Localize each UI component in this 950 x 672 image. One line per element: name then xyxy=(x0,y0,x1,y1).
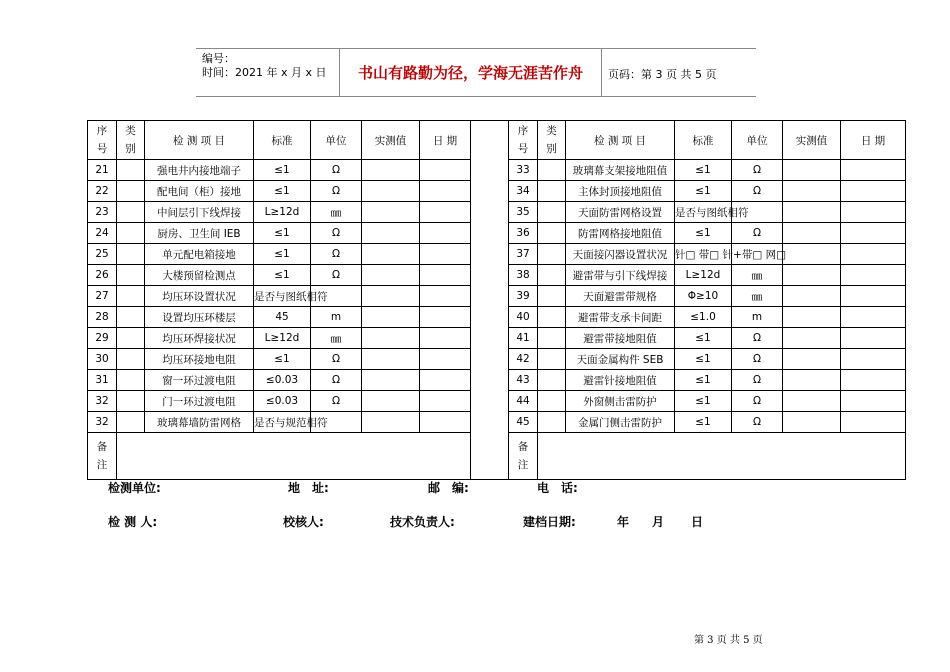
left-category-cell xyxy=(117,370,145,391)
right-measured-cell[interactable] xyxy=(783,391,841,412)
left-date-cell[interactable] xyxy=(420,349,471,370)
left-category-cell xyxy=(117,412,145,433)
left-item-cell: 大楼预留检测点 xyxy=(145,265,254,286)
right-measured-cell[interactable] xyxy=(783,349,841,370)
left-seq-cell: 27 xyxy=(88,286,117,307)
header-page-label: 页码：第 3 页 共 5 页 xyxy=(608,68,717,81)
left-date-cell[interactable] xyxy=(420,181,471,202)
left-measured-cell[interactable] xyxy=(362,265,420,286)
left-item-cell: 设置均压环楼层 xyxy=(145,307,254,328)
right-category-cell xyxy=(538,349,566,370)
right-item-cell: 避雷针接地阻值 xyxy=(566,370,675,391)
left-unit-cell: Ω xyxy=(311,265,362,286)
right-category-cell xyxy=(538,391,566,412)
right-measured-cell[interactable] xyxy=(783,202,841,223)
left-standard-cell: ≤1 xyxy=(254,181,311,202)
right-date-cell[interactable] xyxy=(841,265,906,286)
right-item-cell: 避雷带支承卡间距 xyxy=(566,307,675,328)
left-unit-cell: Ω xyxy=(311,349,362,370)
right-standard-cell: L≥12d xyxy=(675,265,732,286)
left-unit-cell: Ω xyxy=(311,244,362,265)
left-item-cell: 配电间（柜）接地 xyxy=(145,181,254,202)
right-measured-cell[interactable] xyxy=(783,286,841,307)
left-unit-cell: Ω xyxy=(311,181,362,202)
left-seq-cell: 23 xyxy=(88,202,117,223)
left-date-cell[interactable] xyxy=(420,328,471,349)
remark-label-right xyxy=(509,433,538,480)
left-seq-cell: 24 xyxy=(88,223,117,244)
col-header-standard-right: 标准 xyxy=(675,121,732,160)
right-category-cell xyxy=(538,307,566,328)
right-seq-cell: 40 xyxy=(509,307,538,328)
right-date-cell[interactable] xyxy=(841,328,906,349)
right-unit-cell: Ω xyxy=(732,391,783,412)
left-seq-cell: 22 xyxy=(88,181,117,202)
right-date-cell[interactable] xyxy=(841,223,906,244)
left-date-cell[interactable] xyxy=(420,412,471,433)
right-unit-cell: Ω xyxy=(732,370,783,391)
sig-checker: 校核人: xyxy=(283,515,324,529)
right-date-cell[interactable] xyxy=(841,307,906,328)
right-standard-cell: ≤1 xyxy=(675,370,732,391)
right-category-cell xyxy=(538,160,566,181)
col-header-seq-right xyxy=(509,121,538,160)
left-measured-cell[interactable] xyxy=(362,307,420,328)
left-item-cell: 玻璃幕墙防雷网格 xyxy=(145,412,254,433)
left-standard-cell: 是否与图纸相符 xyxy=(254,286,311,307)
left-item-cell: 均压环焊接状况 xyxy=(145,328,254,349)
remark-field-right[interactable] xyxy=(538,433,906,480)
col-header-seq xyxy=(88,121,117,160)
right-measured-cell[interactable] xyxy=(783,328,841,349)
left-standard-cell: ≤1 xyxy=(254,349,311,370)
right-seq-cell: 39 xyxy=(509,286,538,307)
remark-label xyxy=(88,433,117,480)
right-standard-cell: ≤1.0 xyxy=(675,307,732,328)
document-time-label: 时间：2021 年 x 月 x 日 xyxy=(202,66,327,79)
left-date-cell[interactable] xyxy=(420,223,471,244)
left-seq-cell: 26 xyxy=(88,265,117,286)
left-standard-cell: L≥12d xyxy=(254,328,311,349)
left-date-cell[interactable] xyxy=(420,391,471,412)
header-motto: 书山有路勤为径，学海无涯苦作舟 xyxy=(339,49,602,96)
right-seq-cell: 34 xyxy=(509,181,538,202)
left-unit-cell: Ω xyxy=(311,370,362,391)
right-measured-cell[interactable] xyxy=(783,412,841,433)
right-item-cell: 天面避雷带规格 xyxy=(566,286,675,307)
right-unit-cell: m xyxy=(732,307,783,328)
left-category-cell xyxy=(117,223,145,244)
right-date-cell[interactable] xyxy=(841,181,906,202)
right-unit-cell: Ω xyxy=(732,412,783,433)
left-standard-cell: 45 xyxy=(254,307,311,328)
right-measured-cell[interactable] xyxy=(783,223,841,244)
col-header-category-right xyxy=(538,121,566,160)
left-standard-cell: ≤1 xyxy=(254,160,311,181)
sig-month: 月 xyxy=(652,515,665,529)
right-standard-cell: ≤1 xyxy=(675,223,732,244)
right-seq-cell: 37 xyxy=(509,244,538,265)
col-header-item-right: 检 测 项 目 xyxy=(566,121,675,160)
right-measured-cell[interactable] xyxy=(783,370,841,391)
left-date-cell[interactable] xyxy=(420,286,471,307)
left-measured-cell[interactable] xyxy=(362,286,420,307)
left-date-cell[interactable] xyxy=(420,265,471,286)
right-item-cell: 防雷网格接地阻值 xyxy=(566,223,675,244)
right-seq-cell: 43 xyxy=(509,370,538,391)
right-category-cell xyxy=(538,412,566,433)
col-header-unit-right: 单位 xyxy=(732,121,783,160)
left-unit-cell: ㎜ xyxy=(311,202,362,223)
left-measured-cell[interactable] xyxy=(362,181,420,202)
right-category-cell xyxy=(538,181,566,202)
sig-postcode: 邮 编: xyxy=(428,481,469,495)
col-header-seq-right-text: 序号 xyxy=(517,125,529,155)
left-measured-cell[interactable] xyxy=(362,328,420,349)
right-category-cell xyxy=(538,286,566,307)
left-seq-cell: 28 xyxy=(88,307,117,328)
sig-archive-date: 建档日期: xyxy=(523,515,576,529)
right-seq-cell: 45 xyxy=(509,412,538,433)
right-category-cell xyxy=(538,223,566,244)
sig-tech-lead: 技术负责人: xyxy=(390,515,455,529)
right-date-cell[interactable] xyxy=(841,160,906,181)
page-header xyxy=(196,48,756,97)
left-item-cell: 单元配电箱接地 xyxy=(145,244,254,265)
right-standard-cell: ≤1 xyxy=(675,181,732,202)
right-standard-cell: ≤1 xyxy=(675,412,732,433)
right-item-cell: 避雷带接地阻值 xyxy=(566,328,675,349)
right-seq-cell: 42 xyxy=(509,349,538,370)
right-measured-cell[interactable] xyxy=(783,265,841,286)
right-measured-cell[interactable] xyxy=(783,244,841,265)
right-seq-cell: 38 xyxy=(509,265,538,286)
left-measured-cell[interactable] xyxy=(362,391,420,412)
table-header-row xyxy=(88,121,906,160)
right-seq-cell: 33 xyxy=(509,160,538,181)
right-standard-cell: 是否与图纸相符 xyxy=(675,202,732,223)
right-standard-cell: ≤1 xyxy=(675,391,732,412)
right-unit-cell: Ω xyxy=(732,223,783,244)
left-unit-cell: Ω xyxy=(311,160,362,181)
right-category-cell xyxy=(538,244,566,265)
right-standard-cell: ≤1 xyxy=(675,328,732,349)
right-date-cell[interactable] xyxy=(841,286,906,307)
header-info xyxy=(202,52,327,80)
right-item-cell: 天面接闪器设置状况 xyxy=(566,244,675,265)
right-item-cell: 避雷带与引下线焊接 xyxy=(566,265,675,286)
col-header-category xyxy=(117,121,145,160)
left-measured-cell[interactable] xyxy=(362,370,420,391)
right-measured-cell[interactable] xyxy=(783,160,841,181)
left-seq-cell: 21 xyxy=(88,160,117,181)
right-standard-cell: 针□ 带□ 针+带□ 网□ xyxy=(675,244,732,265)
left-category-cell xyxy=(117,391,145,412)
left-seq-cell: 32 xyxy=(88,391,117,412)
left-unit-cell: Ω xyxy=(311,223,362,244)
left-unit-cell: m xyxy=(311,307,362,328)
col-header-item: 检 测 项 目 xyxy=(145,121,254,160)
left-category-cell xyxy=(117,286,145,307)
left-date-cell[interactable] xyxy=(420,160,471,181)
left-item-cell: 窗一环过渡电阻 xyxy=(145,370,254,391)
right-date-cell[interactable] xyxy=(841,391,906,412)
left-category-cell xyxy=(117,307,145,328)
left-item-cell: 厨房、卫生间 IEB xyxy=(145,223,254,244)
right-date-cell[interactable] xyxy=(841,370,906,391)
table-divider xyxy=(471,121,509,480)
right-category-cell xyxy=(538,370,566,391)
left-measured-cell[interactable] xyxy=(362,202,420,223)
left-seq-cell: 25 xyxy=(88,244,117,265)
right-unit-cell: Ω xyxy=(732,349,783,370)
right-unit-cell: Ω xyxy=(732,181,783,202)
remark-field[interactable] xyxy=(117,433,471,480)
left-standard-cell: ≤1 xyxy=(254,265,311,286)
right-unit-cell: Ω xyxy=(732,328,783,349)
right-category-cell xyxy=(538,265,566,286)
col-header-date-right: 日 期 xyxy=(841,121,906,160)
right-date-cell[interactable] xyxy=(841,349,906,370)
left-seq-cell: 32 xyxy=(88,412,117,433)
sig-day: 日 xyxy=(691,515,704,529)
col-header-category-right-text: 类别 xyxy=(546,125,557,155)
sig-phone: 电 话: xyxy=(537,481,578,495)
right-standard-cell: Φ≥10 xyxy=(675,286,732,307)
remark-label-text: 备注 xyxy=(96,441,108,471)
right-seq-cell: 36 xyxy=(509,223,538,244)
left-date-cell[interactable] xyxy=(420,370,471,391)
left-standard-cell: L≥12d xyxy=(254,202,311,223)
right-standard-cell: ≤1 xyxy=(675,160,732,181)
right-seq-cell: 41 xyxy=(509,328,538,349)
left-item-cell: 门一环过渡电阻 xyxy=(145,391,254,412)
left-unit-cell: Ω xyxy=(311,391,362,412)
inspection-table xyxy=(87,120,906,480)
right-standard-cell: ≤1 xyxy=(675,349,732,370)
right-measured-cell[interactable] xyxy=(783,307,841,328)
right-unit-cell: ㎜ xyxy=(732,265,783,286)
left-standard-cell: ≤1 xyxy=(254,223,311,244)
sig-unit: 检测单位: xyxy=(108,481,161,495)
col-header-seq-text: 序号 xyxy=(96,125,108,155)
right-unit-cell: ㎜ xyxy=(732,286,783,307)
left-standard-cell: ≤1 xyxy=(254,244,311,265)
left-category-cell xyxy=(117,265,145,286)
right-item-cell: 天面金属构件 SEB xyxy=(566,349,675,370)
right-measured-cell[interactable] xyxy=(783,181,841,202)
right-item-cell: 天面防雷网格设置 xyxy=(566,202,675,223)
left-standard-cell: ≤0.03 xyxy=(254,391,311,412)
right-seq-cell: 44 xyxy=(509,391,538,412)
col-header-category-text: 类别 xyxy=(125,125,136,155)
remark-label-right-text: 备注 xyxy=(517,441,529,471)
col-header-measured-right: 实测值 xyxy=(783,121,841,160)
right-seq-cell: 35 xyxy=(509,202,538,223)
right-item-cell: 玻璃幕支架接地阻值 xyxy=(566,160,675,181)
left-item-cell: 中间层引下线焊接 xyxy=(145,202,254,223)
left-item-cell: 均压环设置状况 xyxy=(145,286,254,307)
right-category-cell xyxy=(538,202,566,223)
left-unit-cell: ㎜ xyxy=(311,328,362,349)
col-header-unit: 单位 xyxy=(311,121,362,160)
left-measured-cell[interactable] xyxy=(362,244,420,265)
right-unit-cell: Ω xyxy=(732,160,783,181)
right-category-cell xyxy=(538,328,566,349)
left-measured-cell[interactable] xyxy=(362,223,420,244)
right-date-cell[interactable] xyxy=(841,244,906,265)
left-item-cell: 均压环接地电阻 xyxy=(145,349,254,370)
left-category-cell xyxy=(117,328,145,349)
right-item-cell: 外窗侧击雷防护 xyxy=(566,391,675,412)
right-date-cell[interactable] xyxy=(841,202,906,223)
left-category-cell xyxy=(117,202,145,223)
left-measured-cell[interactable] xyxy=(362,160,420,181)
left-date-cell[interactable] xyxy=(420,307,471,328)
left-measured-cell[interactable] xyxy=(362,412,420,433)
page-footer: 第 3 页 共 5 页 xyxy=(694,635,763,646)
right-date-cell[interactable] xyxy=(841,412,906,433)
left-seq-cell: 31 xyxy=(88,370,117,391)
left-standard-cell: ≤0.03 xyxy=(254,370,311,391)
left-item-cell: 强电井内接地端子 xyxy=(145,160,254,181)
col-header-date: 日 期 xyxy=(420,121,471,160)
sig-year: 年 xyxy=(617,515,630,529)
left-date-cell[interactable] xyxy=(420,202,471,223)
left-category-cell xyxy=(117,181,145,202)
sig-inspector: 检 测 人: xyxy=(108,515,158,529)
left-date-cell[interactable] xyxy=(420,244,471,265)
document-number-label: 编号： xyxy=(202,52,235,65)
left-seq-cell: 30 xyxy=(88,349,117,370)
col-header-measured: 实测值 xyxy=(362,121,420,160)
right-item-cell: 主体封顶接地阻值 xyxy=(566,181,675,202)
left-measured-cell[interactable] xyxy=(362,349,420,370)
left-seq-cell: 29 xyxy=(88,328,117,349)
col-header-standard: 标准 xyxy=(254,121,311,160)
left-standard-cell: 是否与规范相符 xyxy=(254,412,311,433)
left-category-cell xyxy=(117,244,145,265)
left-category-cell xyxy=(117,349,145,370)
sig-address: 地 址: xyxy=(288,481,329,495)
left-category-cell xyxy=(117,160,145,181)
right-item-cell: 金属门侧击雷防护 xyxy=(566,412,675,433)
